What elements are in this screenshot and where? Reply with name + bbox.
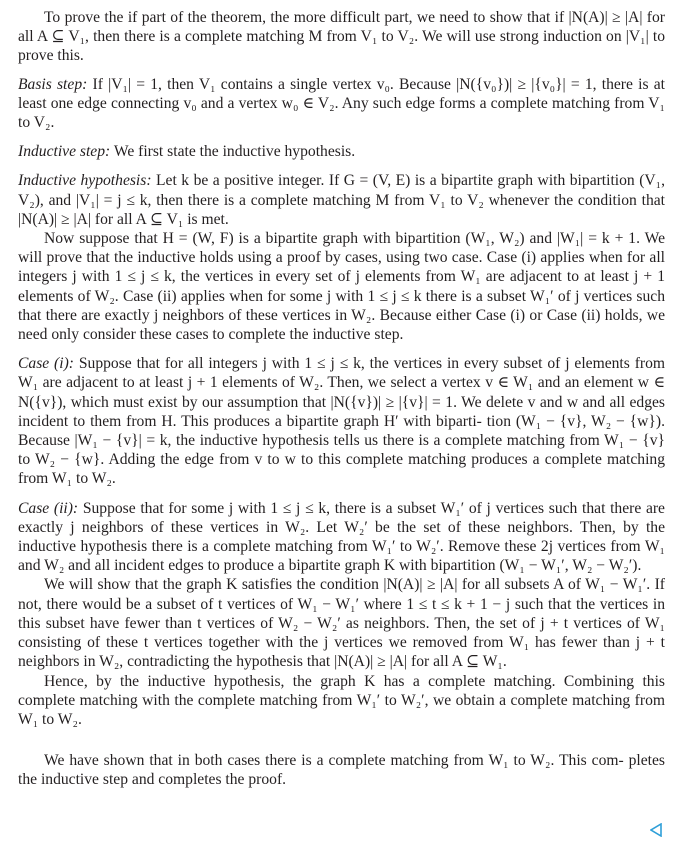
paragraph-now-suppose: Now suppose that H = (W, F) is a bipartite graph with bipartition (W₁, W₂) and |W₁| = k + 1. We will prove that the inductive holds using a proof by cases, using two case. Case (i) applies when for all integers j with 1 ≤ j ≤ k, the vertices in every set of j elements from W₁ are adjacent to at least j + 1 elements of W₂. Case (ii) applies when for some j with 1 ≤ j ≤ k there is a subset W₁′ of j vertices such that there are exactly j neighbors of these vertices in W₂. Because either Case (i) or Case (ii) holds, we need only consider these cases to complete the inductive step. xyxy=(18,230,665,344)
end-of-proof-triangle-shape xyxy=(650,823,662,837)
paragraph-conclusion xyxy=(18,751,665,789)
end-of-proof-triangle-icon xyxy=(650,823,662,837)
inductive-hypothesis-text: Let k be a positive integer. If G = (V, E) is a bipartite graph with bipartition (V₁, V₂), and |V₁| = j ≤ k, then there is a complete matching M from V₁ to V₂ whenever the condition that |N(A)| ≥ |A| for all A ⊆ V₁ is met. xyxy=(18,172,666,228)
basis-step-label: Basis step: xyxy=(18,75,88,93)
paragraph-case-i xyxy=(18,354,665,488)
paragraph-we-will-show: We will show that the graph K satisfies the condition |N(A)| ≥ |A| for all subsets A of W₁ − W₁′. If not, there would be a subset of t vertices of W₁ − W₁′ where 1 ≤ t ≤ k + 1 − j such that the vertices in this subset have fewer than t vertices of W₂ − W₂′ as neighbors. Then, the set of j + t vertices of W₁ consisting of these t vertices together with the j vertices we removed from W₁ has fewer than j + t neighbors in W₂, contradicting the hypothesis that |N(A)| ≥ |A| for all A ⊆ W₁. xyxy=(18,576,665,671)
paragraph-basis-step xyxy=(18,75,665,133)
inductive-step-label: Inductive step: xyxy=(18,143,111,161)
inductive-hypothesis-label: Inductive hypothesis: xyxy=(18,172,152,190)
inductive-step-text: We first state the inductive hypothesis. xyxy=(113,143,356,161)
case-ii-text: Suppose that for some j with 1 ≤ j ≤ k, there is a subset W₁′ of j vertices such that there are exactly j neighbors of these vertices in W₂. Let W₂′ be the set of these neighbors. Then, by the inductive hypothesis there is a complete matching from W₁′ to W₂′. Remove these 2j vertices from W₁ and W₂ and all incident edges to produce a bipartite graph K with bipartition (W₁ − W₁′, W₂ − W₂′). xyxy=(18,499,665,575)
paragraph-case-ii xyxy=(18,499,665,576)
paragraph-intro: To prove the if part of the theorem, the more difficult part, we need to show that if |N(A)| ≥ |A| for all A ⊆ V₁, then there is a complete matching M from V₁ to V₂. We will use strong induction on |V₁| to prove this. xyxy=(18,9,665,65)
paragraph-hence: Hence, by the inductive hypothesis, the graph K has a complete matching. Combining this complete matching with the complete matching from W₁′ to W₂′, we obtain a complete matching from W₁ to W₂. xyxy=(18,672,665,728)
conclusion-text: We have shown that in both cases there is a complete matching from W₁ to W₂. This com- pletes the inductive step and completes the proof. xyxy=(18,752,665,789)
case-ii-label: Case (ii): xyxy=(18,499,79,517)
paragraph-inductive-step xyxy=(18,142,665,161)
paragraph-inductive-hypothesis xyxy=(18,171,665,229)
proof-document xyxy=(18,8,665,790)
case-i-label: Case (i): xyxy=(18,355,74,373)
case-i-text: Suppose that for all integers j with 1 ≤ j ≤ k, the vertices in every subset of j elements from W₁ are adjacent to at least j + 1 elements of W₂. Then, we select a vertex v ∈ W₁ and an element w ∈ N({v}), which must exist by our assumption that |N({v})| ≥ |{v}| = 1. We delete v and w and all edges incident to them from H. This produces a bipartite graph H′ with biparti- tion (W₁ − {v}, W₂ − {w}). Because |W₁ − {v}| = k, the inductive hypothesis tells us there is a complete matching from W₁ − {v} to W₂ − {w}. Adding the edge from v to w to this complete matching produces a complete matching from W₁ to W₂. xyxy=(18,355,666,488)
basis-step-text: If |V₁| = 1, then V₁ contains a single vertex v₀. Because |N({v₀})| ≥ |{v₀}| = 1, there is at least one edge connecting v₀ and a vertex w₀ ∈ V₂. Any such edge forms a complete matching from V₁ to V₂. xyxy=(18,75,665,132)
